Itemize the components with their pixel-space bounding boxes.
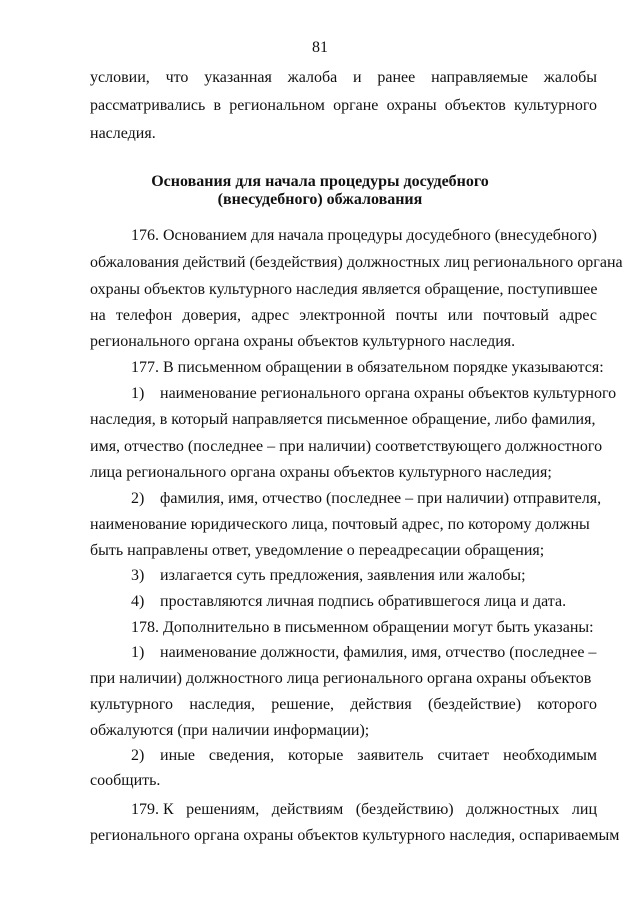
word: рассматривались xyxy=(90,97,206,114)
list-item-line: наименование юридического лица, почтовый адрес, по которому должны xyxy=(90,516,590,533)
word: которого xyxy=(537,696,597,713)
paragraph-177-intro: 177. В письменном обращении в обязательном порядке указываются: xyxy=(131,359,604,376)
list-item-number: 2) xyxy=(131,490,145,507)
word: электронной xyxy=(299,307,386,324)
section-heading: Основания для начала процедуры досудебного xyxy=(151,173,489,190)
list-item-line: излагается суть предложения, заявления или жалобы; xyxy=(160,567,526,584)
word: в xyxy=(213,97,222,114)
list-item-line: сообщить. xyxy=(90,772,161,789)
text-line: наследия. xyxy=(90,125,156,142)
word: на xyxy=(90,307,106,324)
word: жалобы xyxy=(543,69,597,86)
word: (бездействию) xyxy=(355,801,454,818)
text-line xyxy=(90,68,597,88)
word: (внесудебного) xyxy=(494,227,597,244)
word: действия xyxy=(350,696,412,713)
word: культурного xyxy=(513,97,597,114)
word: (бездействие) xyxy=(427,696,522,713)
word: 179. К xyxy=(131,801,174,818)
paragraph-176-line: обжалования действий (бездействия) должностных лиц регионального органа xyxy=(90,254,623,271)
word: считает xyxy=(437,747,490,764)
list-item-line: наименование регионального органа охраны объектов культурного xyxy=(160,385,617,402)
word: сведения, xyxy=(208,747,275,764)
word: досудебного xyxy=(406,227,491,244)
word: иные xyxy=(160,747,195,764)
list-item-line: быть направлены ответ, уведомление о переадресации обращения; xyxy=(90,542,545,559)
word: для xyxy=(250,227,275,244)
word: доверия, xyxy=(182,307,242,324)
list-item-number: 1) xyxy=(131,385,145,402)
paragraph-176-line xyxy=(131,226,597,246)
paragraph-179-line: регионального органа охраны объектов культурного наследия, оспариваемым xyxy=(90,827,620,844)
paragraph-176-line xyxy=(90,306,597,326)
page-number: 81 xyxy=(312,39,328,56)
word: действиям xyxy=(271,801,344,818)
text-line xyxy=(90,96,597,116)
list-item-number: 2) xyxy=(131,747,145,764)
word: ранее xyxy=(377,69,416,86)
word: что xyxy=(165,69,189,86)
word: 176. Основанием xyxy=(131,227,248,244)
list-item-line: наследия, в который направляется письменное обращение, либо фамилия, xyxy=(90,411,596,428)
list-item-number: 4) xyxy=(131,593,145,610)
word: необходимым xyxy=(503,747,597,764)
word: органе xyxy=(333,97,379,114)
word: процедуры xyxy=(327,227,403,244)
paragraph-176-line: охраны объектов культурного наследия является обращение, поступившее xyxy=(90,281,598,298)
word: жалоба xyxy=(287,69,338,86)
list-item-line: наименование должности, фамилия, имя, отчество (последнее – xyxy=(160,644,597,661)
word: заявитель xyxy=(357,747,424,764)
word: должностных xyxy=(466,801,560,818)
word: начала xyxy=(278,227,324,244)
list-item-line xyxy=(90,695,597,715)
word: адрес xyxy=(559,307,597,324)
word: указанная xyxy=(204,69,272,86)
word: наследия, xyxy=(189,696,256,713)
paragraph-179-line xyxy=(131,800,597,820)
word: почты xyxy=(395,307,438,324)
word: и xyxy=(353,69,362,86)
word: или xyxy=(447,307,473,324)
list-item-number: 1) xyxy=(131,644,145,661)
list-item-line: фамилия, имя, отчество (последнее – при наличии) отправителя, xyxy=(160,490,602,507)
list-item-line: лица регионального органа охраны объектов культурного наследия; xyxy=(90,464,552,481)
word: условии, xyxy=(90,69,150,86)
word: охраны xyxy=(386,97,437,114)
paragraph-178-intro: 178. Дополнительно в письменном обращении могут быть указаны: xyxy=(131,619,594,636)
word: лиц xyxy=(571,801,597,818)
word: решениям, xyxy=(186,801,260,818)
list-item-number: 3) xyxy=(131,567,145,584)
word: решение, xyxy=(271,696,335,713)
word: культурного xyxy=(90,696,174,713)
list-item-line: имя, отчество (последнее – при наличии) соответствующего должностного xyxy=(90,438,603,455)
word: направляемые xyxy=(431,69,528,86)
list-item-line: проставляются личная подпись обратившегося лица и дата. xyxy=(160,593,567,610)
word: телефон xyxy=(115,307,173,324)
list-item-line xyxy=(160,746,597,766)
section-heading: (внесудебного) обжалования xyxy=(217,191,423,208)
word: адрес xyxy=(251,307,290,324)
list-item-line: при наличии) должностного лица регионального органа охраны объектов xyxy=(90,670,592,687)
word: почтовый xyxy=(483,307,549,324)
word: региональном xyxy=(229,97,325,114)
word: которые xyxy=(287,747,344,764)
paragraph-176-line: регионального органа охраны объектов культурного наследия. xyxy=(90,333,516,350)
list-item-line: обжалуются (при наличии информации); xyxy=(90,722,370,739)
word: объектов xyxy=(444,97,506,114)
